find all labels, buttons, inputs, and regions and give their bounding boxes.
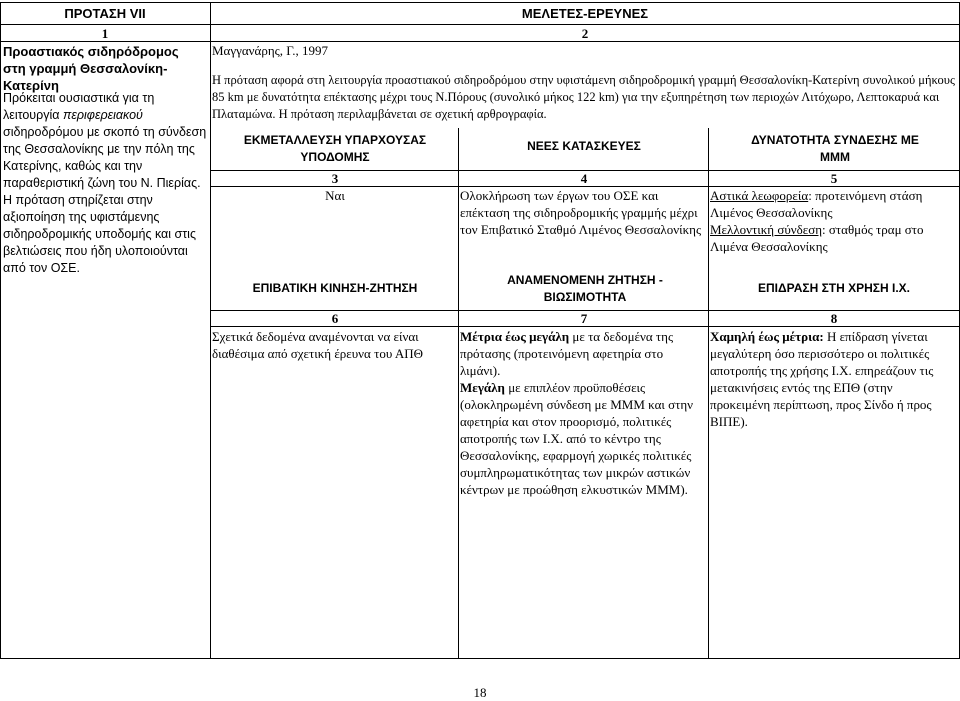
col4-number: 4 [580,171,588,186]
proposal-desc-part2: σιδηροδρόμου με σκοπό τη σύνδεση της Θεσσαλονίκης με την πόλη της Κατερίνης, καθώς και την παραθεριστική ζώνη του Ν. Πιερίας. [3,125,207,190]
left-header-title: ΠΡΟΤΑΣΗ VII [64,6,146,21]
cell-car-use-impact [710,328,956,430]
transit-bus-label: Αστικά λεωφορεία [710,188,809,203]
table-border-left [0,2,1,658]
col4-title: ΝΕΕΣ ΚΑΤΑΣΚΕΥΕΣ [527,139,641,153]
proposal-title: Προαστιακός σιδηρόδρομος στη γραμμή Θεσσαλονίκη-Κατερίνη [3,44,179,93]
right-column-number: 2 [581,26,589,41]
table-border-top [0,2,960,3]
table-column-divider [458,128,459,658]
col3-title: ΕΚΜΕΤΑΛΛΕΥΣΗ ΥΠΑΡΧΟΥΣΑΣ ΥΠΟΔΟΜΗΣ [243,133,427,164]
proposal-desc-para2: Η πρόταση στηρίζεται στην αξιοποίηση της υφιστάμενης σιδηροδρομικής υποδομής και στις βελτιώσεις που ήδη υλοποιούνται από τον ΟΣΕ. [3,193,196,275]
cell-passenger-demand: Σχετικά δεδομένα αναμένονται να είναι διαθέσιμα από σχετική έρευνα του ΑΠΘ [212,329,423,361]
page-number: 18 [473,685,487,700]
table-border-bottom [0,658,960,659]
transit-bus-text: : προτεινόμενη στάση Λιμένος Θεσσαλονίκης [710,188,923,220]
cell-new-constructions: Ολοκλήρωση των έργων του ΟΣΕ και επέκταση της σιδηροδρομικής γραμμής μέχρι τον Επιβατικό Σταθμό Λιμένος Θεσσαλονίκης [460,188,702,237]
car-impact-level: Χαμηλή έως μέτρια: [710,329,824,344]
demand-level-2: Μεγάλη [460,380,505,395]
col7-title: ΑΝΑΜΕΝΟΜΕΝΗ ΖΗΤΗΣΗ - ΒΙΩΣΙΜΟΤΗΤΑ [507,273,663,304]
cell-transit-connection [710,187,958,255]
study-author: Μαγγανάρης, Γ., 1997 [212,43,328,58]
col6-number: 6 [331,311,339,326]
study-text: Η πρόταση αφορά στη λειτουργία προαστιακού σιδηροδρόμου στην υφιστάμενη σιδηροδρομική γραμμή Θεσσαλονίκη-Κατερίνη συνολικού μήκους 85 km με δυνατότητα επέκτασης μέχρι τους Ν.Πόρους (συνολικό μήκος 122 km) για την εξυπηρέτηση των περιοχών Λιτόχωρο, Λεπτοκαρυά και Πλαταμώνα. Η πρόταση περιλαμβάνεται σε σχετική αρθρογραφία. [212,73,955,121]
col6-title: ΕΠΙΒΑΤΙΚΗ ΚΙΝΗΣΗ-ΖΗΤΗΣΗ [252,281,418,295]
proposal-desc-part1: Πρόκειται ουσιαστικά για τη λειτουργία [3,91,155,122]
cell-existing-infrastructure: Ναι [325,188,345,203]
proposal-description [3,90,208,277]
col5-number: 5 [830,171,838,186]
transit-future-label: Μελλοντική σύνδεση [710,222,823,237]
col5-title: ΔΥΝΑΤΟΤΗΤΑ ΣΥΝΔΕΣΗΣ ΜΕ ΜΜΜ [751,133,919,164]
left-column-number: 1 [101,26,109,41]
col7-number: 7 [580,311,588,326]
col3-number: 3 [331,171,339,186]
proposal-desc-italic: περιφερειακού [63,108,143,122]
col8-title: ΕΠΙΔΡΑΣΗ ΣΤΗ ΧΡΗΣΗ Ι.Χ. [757,281,911,295]
demand-text-2: με επιπλέον προϋποθέσεις (ολοκληρωμένη σύνδεση με ΜΜΜ και στην αφετηρία και στον προορισμό, πολιτικές αποτροπής των Ι.Χ. από το κέντρο της Θεσσαλονίκης, εφαρμογή χωρικές πολιτικές συμπληρωματικότητας των μικρών αστικών κέντρων με προώθηση ελκυστικών ΜΜΜ). [460,380,694,497]
car-impact-text: Η επίδραση γίνεται μεγαλύτερη όσο περισσότερο οι πολιτικές αποτροπής της χρήσης Ι.Χ. επηρεάζουν τις μετακινήσεις εντός της ΕΠΘ (στην προκειμένη περίπτωση, προς Σίνδο ή προς ΒΙΠΕ). [710,329,934,429]
demand-text-1: με τα δεδομένα της πρότασης (προτεινόμενη αφετηρία στο λιμάνι). [460,329,674,378]
table-column-divider [210,2,211,658]
right-header-title: ΜΕΛΕΤΕΣ-ΕΡΕΥΝΕΣ [521,6,649,21]
transit-future-text: : σταθμός τραμ στο Λιμένα Θεσσαλονίκης [710,222,924,254]
col8-number: 8 [830,311,838,326]
demand-level-1: Μέτρια έως μεγάλη [460,329,570,344]
cell-expected-demand [460,328,706,498]
